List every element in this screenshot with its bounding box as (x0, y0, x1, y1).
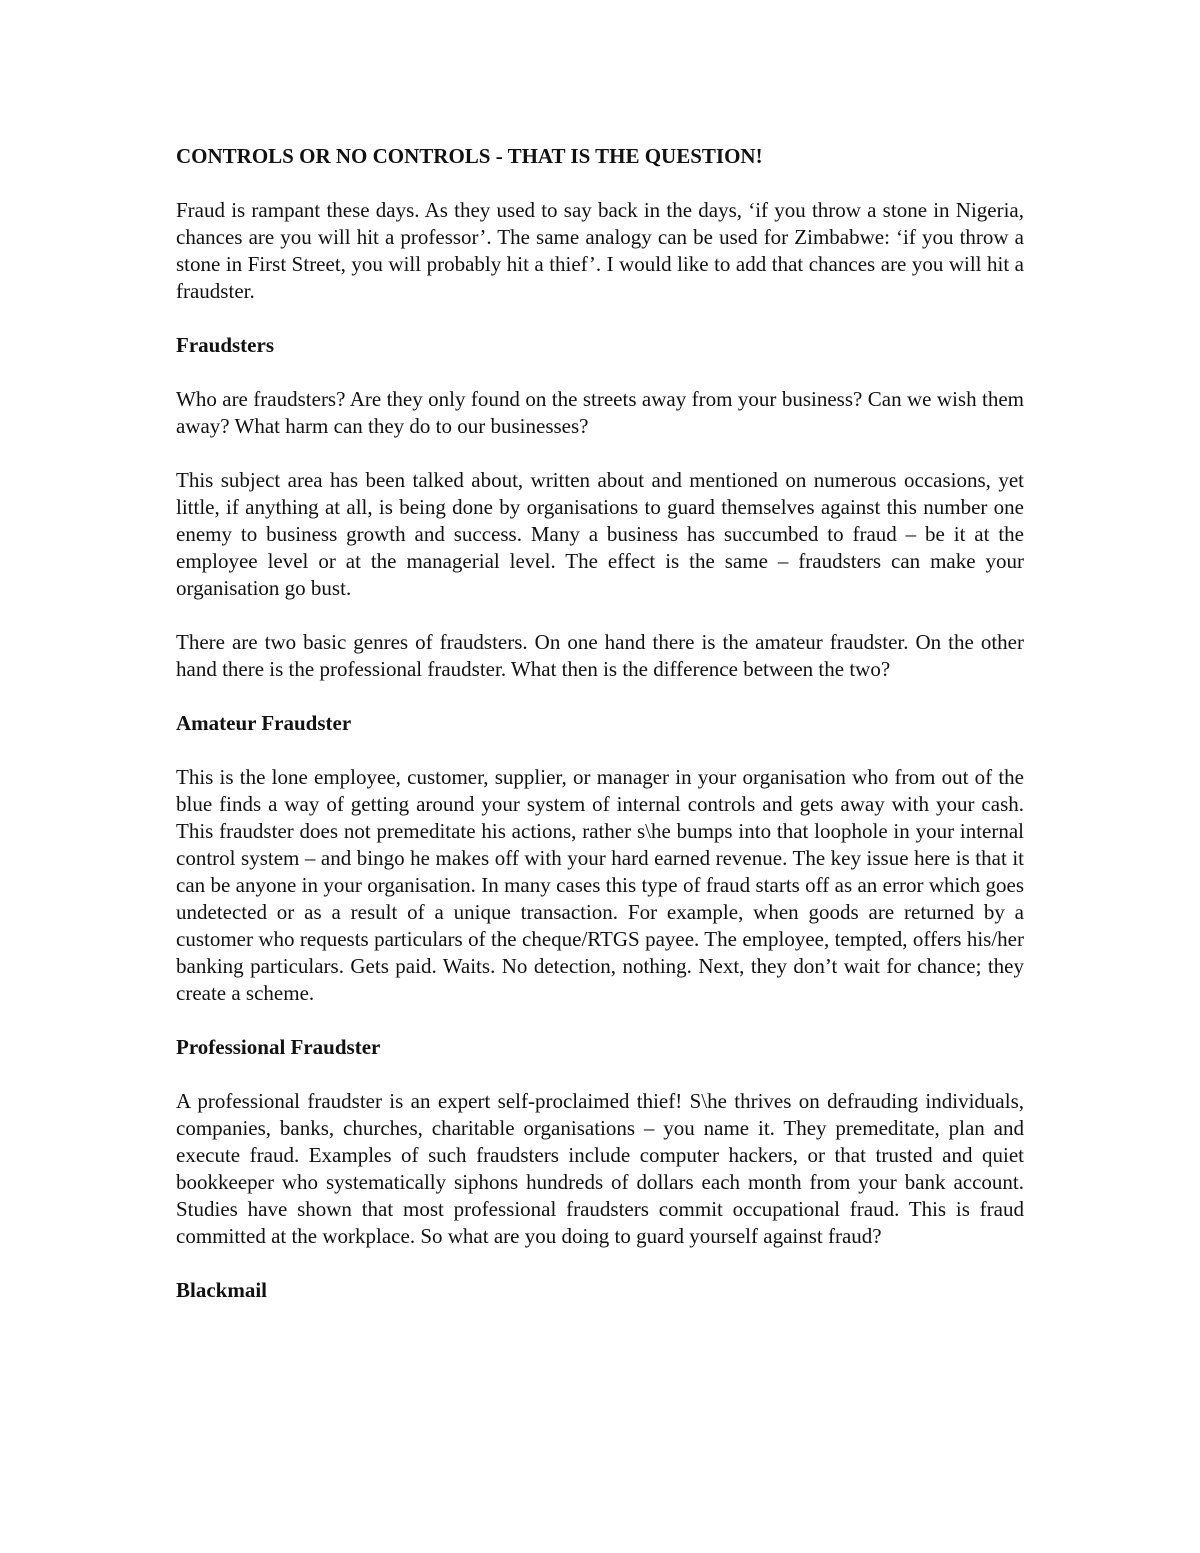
document-title: CONTROLS OR NO CONTROLS - THAT IS THE QUESTION! (176, 144, 763, 168)
section-heading-professional-fraudster: Professional Fraudster (176, 1035, 381, 1059)
document-body (176, 143, 1024, 1331)
paragraph: Who are fraudsters? Are they only found on the streets away from your business? Can we wish them away? What harm can they do to our businesses? (176, 387, 1024, 438)
section-heading-blackmail: Blackmail (176, 1278, 268, 1302)
intro-paragraph: Fraud is rampant these days. As they used to say back in the days, ‘if you throw a stone in Nigeria, chances are you will hit a professor’. The same analogy can be used for Zimbabwe: ‘if you throw a stone in First Street, you will probably hit a thief’. I would like to add that chances are you will hit a fraudster. (176, 198, 1024, 303)
paragraph: This is the lone employee, customer, supplier, or manager in your organisation who from out of the blue finds a way of getting around your system of internal controls and gets away with your cash. This fraudster does not premeditate his actions, rather s\he bumps into that loophole in your internal control system – and bingo he makes off with your hard earned revenue. The key issue here is that it can be anyone in your organisation. In many cases this type of fraud starts off as an error which goes undetected or as a result of a unique transaction. For example, when goods are returned by a customer who requests particulars of the cheque/RTGS payee. The employee, tempted, offers his/her banking particulars. Gets paid. Waits. No detection, nothing. Next, they don’t wait for chance; they create a scheme. (176, 765, 1024, 1005)
section-heading-amateur-fraudster: Amateur Fraudster (176, 711, 352, 735)
paragraph: There are two basic genres of fraudsters. On one hand there is the amateur fraudster. On the other hand there is the professional fraudster. What then is the difference between the two? (176, 630, 1024, 681)
section-heading-fraudsters: Fraudsters (176, 333, 274, 357)
paragraph: This subject area has been talked about, written about and mentioned on numerous occasions, yet little, if anything at all, is being done by organisations to guard themselves against this number one enemy to business growth and success. Many a business has succumbed to fraud – be it at the employee level or at the managerial level. The effect is the same – fraudsters can make your organisation go bust. (176, 468, 1024, 600)
paragraph: A professional fraudster is an expert self-proclaimed thief! S\he thrives on defrauding individuals, companies, banks, churches, charitable organisations – you name it. They premeditate, plan and execute fraud. Examples of such fraudsters include computer hackers, or that trusted and quiet bookkeeper who systematically siphons hundreds of dollars each month from your bank account. Studies have shown that most professional fraudsters commit occupational fraud. This is fraud committed at the workplace. So what are you doing to guard yourself against fraud? (176, 1089, 1024, 1248)
